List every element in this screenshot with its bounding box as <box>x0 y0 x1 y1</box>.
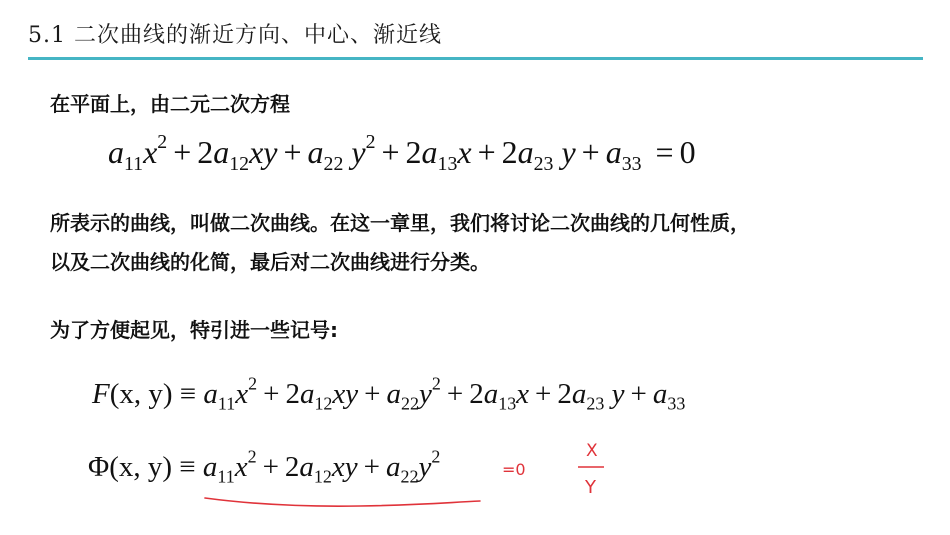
F-symbol: F <box>92 378 110 410</box>
F-args: (x, y) <box>109 378 173 410</box>
F-equiv: ≡ <box>179 378 197 410</box>
handwritten-underline <box>205 498 480 506</box>
description-line-1: 所表示的曲线，叫做二次曲线。在这一章里，我们将讨论二次曲线的几何性质， <box>50 211 750 235</box>
handwritten-fraction-denominator: Y <box>585 477 596 498</box>
handwritten-equals-zero: =0 <box>502 460 526 479</box>
Phi-args: (x, y) <box>109 451 173 483</box>
equation-rhs: 0 <box>679 134 696 170</box>
F-definition: F(x, $y) \equiv a_{11}x^2 + 2a_{12}xy + a_{22}y^2 + 2a_{13}x + 2a_{23}$ $y + a_{33}$ <box>92 373 686 414</box>
Phi-symbol: Φ <box>88 451 110 483</box>
Phi-equiv: ≡ <box>179 451 196 483</box>
section-title: 5.1 二次曲线的渐近方向、中心、渐近线 <box>28 23 442 48</box>
Phi-definition: Φ(x, $y) \equiv a_{11}x^2 + 2a_{12}xy + a_{22}y^2$ <box>88 446 441 487</box>
handwritten-fraction-numerator: X <box>586 441 598 461</box>
general-quadratic-equation: $a_{11}x^2 + 2a_{12}xy + a_{22}$ $y^2 + 2a_{13}x + 2a_{23}$ $y + a_{33} = 0$ <box>108 131 696 175</box>
notation-intro: 为了方便起见，特引进一些记号: <box>50 318 338 342</box>
intro-text: 在平面上，由二元二次方程 <box>50 92 290 116</box>
description-line-2: 以及二次曲线的化简，最后对二次曲线进行分类。 <box>50 250 490 274</box>
